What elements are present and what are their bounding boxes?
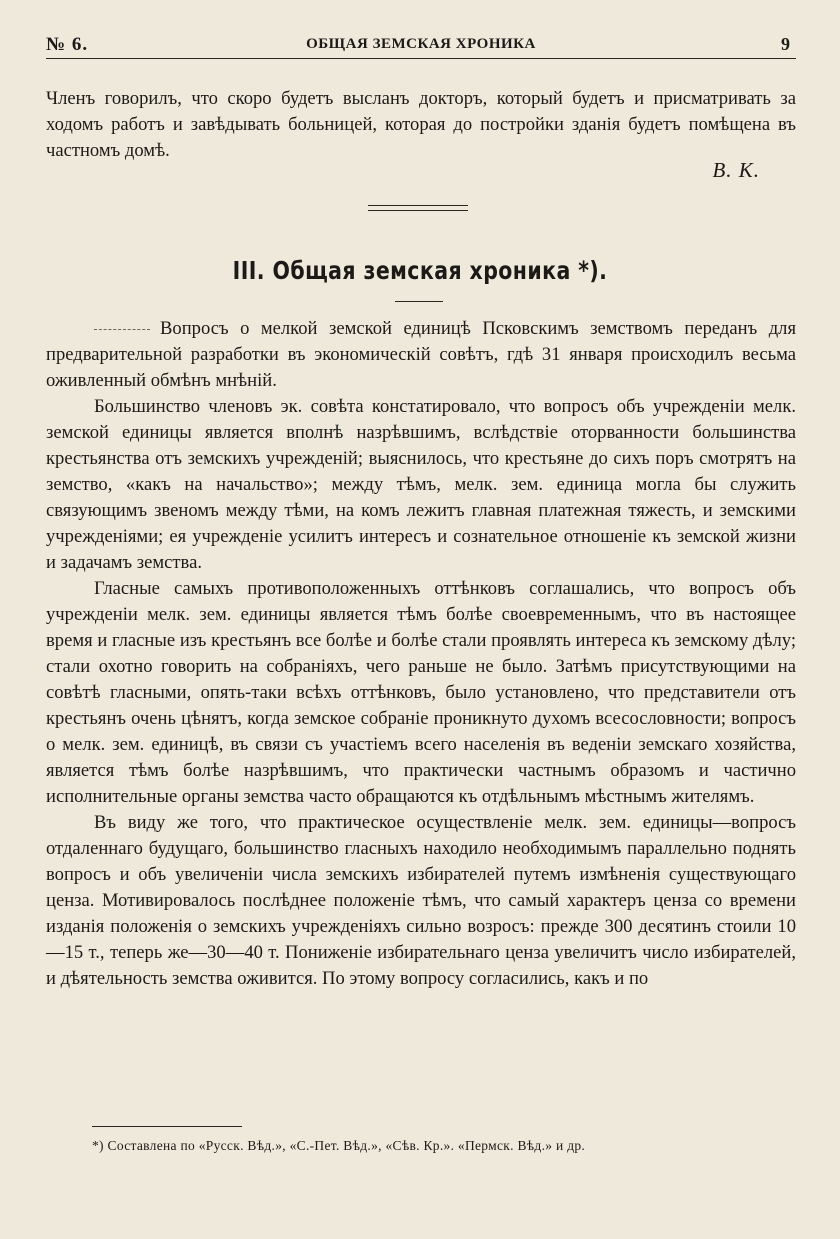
section-title: III. Общая земская хроника *). [232,256,608,285]
article-body [46,316,796,992]
page-number: 9 [781,34,790,54]
footnote: *) Составлена по «Русск. Вѣд.», «С.-Пет. Вѣд.», «Сѣв. Кр.». «Пермск. Вѣд.» и др. [92,1138,586,1153]
paragraph: Большинство членовъ эк. совѣта констатировало, что вопросъ объ учрежденіи мелк. земской единицы является вполнѣ назрѣвшимъ, вслѣдствіе оторванности большинства крестьянства отъ земскихъ учрежденій; выяснилось, что крестьяне до сихъ поръ смотрятъ на земство, «какъ на начальство»; между тѣмъ, мелк. зем. единица могла бы служить связующимъ звеномъ между тѣми, на комъ лежитъ главная платежная тяжесть, и земскими учрежденіями; ея учрежденіе усилитъ интересъ и сознательное отношеніе къ земской жизни и задачамъ земства. [46,396,796,573]
paragraph: Гласные самыхъ противоположенныхъ оттѣнковъ соглашались, что вопросъ объ учрежденіи мелк. зем. единицы является тѣмъ болѣе своевременнымъ, что въ настоящее время и гласные изъ крестьянъ все болѣе и болѣе стали проявлять интереса къ земскому дѣлу; стали охотно говорить на собраніяхъ, чего раньше не было. Затѣмъ присутствующими на совѣтѣ гласными, опять-таки всѣхъ оттѣнковъ, было установлено, что представители отъ крестьянъ очень цѣнятъ, когда земское собраніе проникнуто духомъ всесословности; вопросъ о мелк. зем. единицѣ, въ связи съ участіемъ всего населенія въ веденіи земскаго хозяйства, является тѣмъ болѣе назрѣвшимъ, что практически частнымъ образомъ и частично исполнительные органы земства часто обращаются къ отдѣльнымъ мѣстнымъ жителямъ. [46,578,796,807]
running-title: ОБЩАЯ ЗЕМСКАЯ ХРОНИКА [306,36,536,52]
ornament-dash [94,329,150,330]
paragraph: Въ виду же того, что практическое осуществленіе мелк. зем. единицы—вопросъ отдаленнаго будущаго, большинство гласныхъ находило необходимымъ параллельно поднять вопросъ и объ увеличеніи числа земскихъ избирателей путемъ измѣненія существующаго ценза. Мотивировалось послѣднее положеніе тѣмъ, что самый характеръ ценза со времени изданія положенія о земскихъ учрежденіяхъ сильно возросъ: прежде 300 десятинъ стоили 10—15 т., теперь же—30—40 т. Пониженіе избирательнаго ценза увеличитъ число избирателей, и дѣятельность земства оживится. По этому вопросу согласились, какъ и по [46,812,796,989]
section-divider [368,210,468,211]
footnote-rule [92,1126,242,1127]
section-divider [368,205,468,206]
continued-paragraph [46,86,796,164]
issue-number: № 6. [46,34,89,55]
running-header [46,30,796,62]
title-rule [395,301,443,302]
header-rule [46,58,796,59]
paragraph: Вопросъ о мелкой земской единицѣ Псковскимъ земствомъ переданъ для предварительной разработки въ экономическій совѣтъ, гдѣ 31 января происходилъ весьма оживленный обмѣнъ мнѣній. [46,318,796,391]
paragraph: Членъ говорилъ, что скоро будетъ высланъ докторъ, который будетъ и присматривать за ходомъ работъ и завѣдывать больницей, которая до постройки зданія будетъ помѣщена въ частномъ домѣ. [46,88,796,161]
signature: В. К. [712,158,760,182]
